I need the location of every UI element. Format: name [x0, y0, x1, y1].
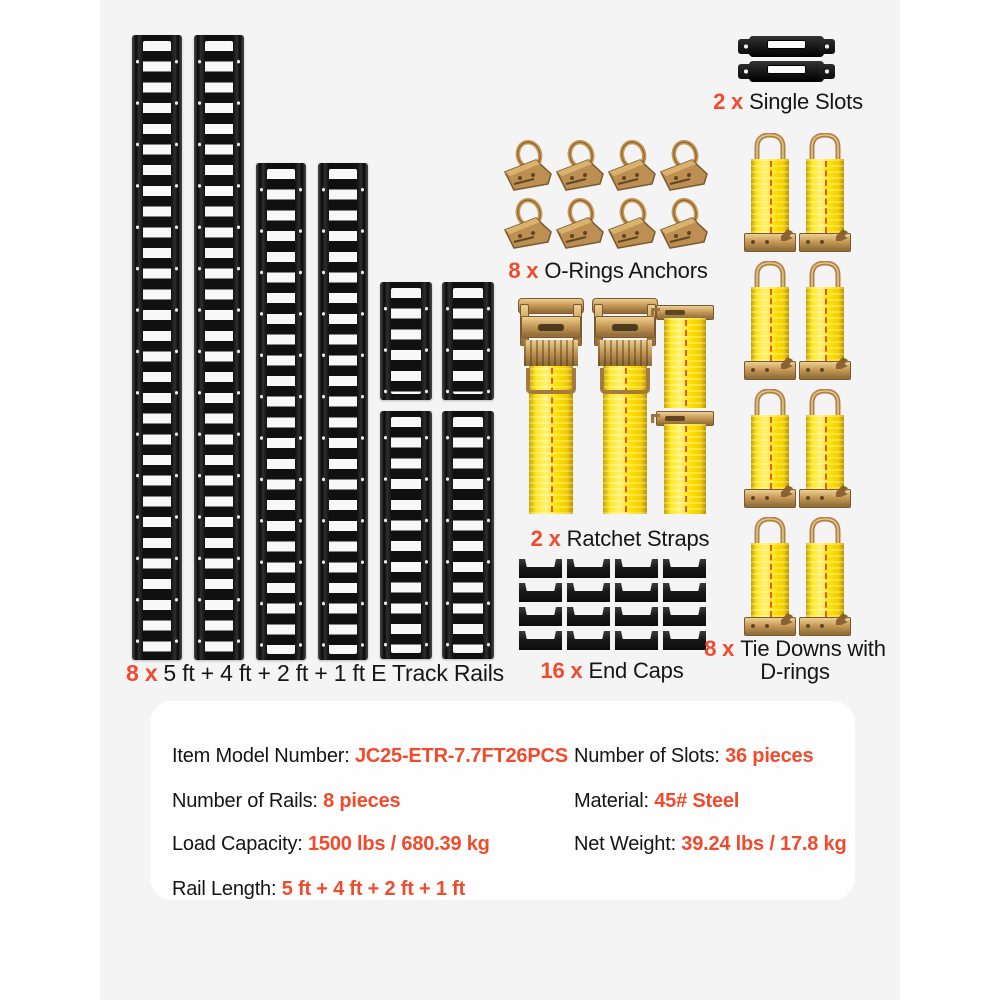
ratchet-release-bail: [526, 368, 576, 394]
single-slots-group: [738, 36, 835, 86]
o-ring-anchor-icon: [502, 138, 554, 194]
tie-down-with-d-ring: [744, 261, 796, 382]
tie-down-with-d-ring: [744, 389, 796, 510]
end-cap: [519, 631, 562, 650]
ratchet-frame: [595, 316, 655, 338]
spec-row: [574, 833, 846, 856]
tie-down-with-d-ring: [799, 389, 851, 510]
tie-down-fitting-plate: [799, 233, 851, 252]
o-ring-anchor-icon: [554, 196, 606, 252]
end-cap: [519, 583, 562, 602]
ratchet-gear-body: [524, 340, 578, 366]
end-cap: [615, 631, 658, 650]
e-track-rail-1ft: [442, 282, 494, 400]
o-rings-label-text: O-Rings Anchors: [544, 258, 708, 283]
o-ring-anchor-icon: [658, 138, 710, 194]
o-ring-anchor: [502, 196, 554, 252]
tie-down-fitting-plate: [744, 489, 796, 508]
spec-value: 8 pieces: [323, 790, 401, 812]
strap-end-hook: [651, 414, 660, 423]
rails-label-text: 5 ft + 4 ft + 2 ft + 1 ft E Track Rails: [163, 660, 504, 686]
end-cap: [519, 607, 562, 626]
tie-downs-label: [700, 637, 890, 683]
e-track-rail-2ft: [442, 411, 494, 659]
tie-down-webbing: [751, 159, 789, 235]
end-caps-label: [512, 658, 712, 684]
tie-down-webbing: [806, 543, 844, 619]
o-ring-anchor-icon: [502, 196, 554, 252]
ratchet-frame: [521, 316, 581, 338]
tie-down-webbing: [806, 159, 844, 235]
spec-label: Net Weight:: [574, 833, 682, 855]
tie-down-fitting-plate: [799, 617, 851, 636]
tie-downs-group: [744, 133, 851, 638]
ratchet-straps-count: 2 x: [530, 526, 561, 551]
tie-downs-count: 8 x: [704, 636, 735, 661]
end-cap: [519, 559, 562, 578]
spec-card: [150, 701, 855, 900]
o-ring-anchor: [658, 196, 710, 252]
tie-downs-label-text: Tie Downs with: [740, 636, 886, 661]
tie-down-fitting-plate: [744, 233, 796, 252]
tie-down-fitting-plate: [744, 361, 796, 380]
tie-down-with-d-ring: [799, 133, 851, 254]
end-caps-count: 16 x: [540, 658, 583, 683]
single-slots-label-text: Single Slots: [749, 89, 863, 114]
o-ring-anchor: [606, 196, 658, 252]
spec-value: 1500 lbs / 680.39 kg: [307, 833, 490, 855]
ratchet-release-bail: [600, 368, 650, 394]
spec-label: Load Capacity:: [172, 833, 308, 855]
tie-down-webbing: [751, 415, 789, 491]
spec-row: [172, 745, 568, 768]
end-cap: [615, 559, 658, 578]
end-cap: [663, 583, 706, 602]
spec-value: 39.24 lbs / 17.8 kg: [681, 833, 847, 855]
tie-down-fitting-plate: [799, 489, 851, 508]
spec-label: Number of Rails:: [172, 790, 324, 812]
spec-row: [574, 790, 739, 813]
end-cap: [615, 583, 658, 602]
o-ring-anchor-icon: [606, 138, 658, 194]
o-ring-anchor-icon: [554, 138, 606, 194]
strap-end-hook: [651, 308, 660, 317]
o-ring-anchor: [658, 138, 710, 194]
spec-row: [172, 790, 400, 813]
spec-value: 5 ft + 4 ft + 2 ft + 1 ft: [281, 878, 466, 900]
tie-downs-label-line2: D-rings: [760, 659, 830, 684]
strap-end-fitting: [656, 305, 714, 409]
o-ring-anchor-icon: [658, 196, 710, 252]
spec-row: [574, 745, 813, 768]
strap-end-fitting: [656, 411, 714, 515]
e-track-rail-5ft: [132, 35, 182, 660]
tie-down-webbing: [751, 287, 789, 363]
tie-down-fitting-plate: [799, 361, 851, 380]
o-rings-count: 8 x: [508, 258, 539, 283]
strap-end-webbing: [664, 318, 706, 408]
end-cap: [567, 559, 610, 578]
end-caps-group: [519, 559, 706, 650]
tie-down-fitting-plate: [744, 617, 796, 636]
o-rings-label: [502, 258, 714, 284]
e-track-rail-2ft: [380, 411, 432, 659]
single-slots-count: 2 x: [713, 89, 744, 114]
spec-label: Material:: [574, 790, 655, 812]
tie-down-with-d-ring: [799, 261, 851, 382]
o-ring-anchors-group: [502, 138, 710, 254]
spec-value: 36 pieces: [725, 745, 814, 767]
o-ring-anchor-icon: [606, 196, 658, 252]
end-caps-label-text: End Caps: [588, 658, 684, 683]
ratchet-straps-label-text: Ratchet Straps: [566, 526, 710, 551]
o-ring-anchor: [502, 138, 554, 194]
end-cap: [615, 607, 658, 626]
tie-down-webbing: [751, 543, 789, 619]
end-cap: [567, 583, 610, 602]
spec-value: 45# Steel: [654, 790, 740, 812]
o-ring-anchor: [554, 196, 606, 252]
ratchet-strap: [518, 298, 584, 514]
spec-value: JC25-ETR-7.7FT26PCS: [354, 745, 568, 767]
single-slots-label: [698, 89, 878, 115]
spec-label: Rail Length:: [172, 878, 282, 900]
single-slot: [738, 36, 835, 57]
ratchet-strap: [592, 298, 658, 514]
spec-row: [172, 833, 490, 856]
rails-count: 8 x: [126, 660, 158, 686]
end-cap: [567, 607, 610, 626]
ratchet-straps-label: [515, 526, 725, 552]
tie-down-with-d-ring: [744, 133, 796, 254]
o-ring-anchor: [606, 138, 658, 194]
end-cap: [567, 631, 610, 650]
e-track-rail-1ft: [380, 282, 432, 400]
strap-end-webbing: [664, 424, 706, 514]
e-track-rail-4ft: [318, 163, 368, 660]
tie-down-with-d-ring: [799, 517, 851, 638]
single-slot-hole: [767, 65, 806, 74]
rails-group-label: [115, 660, 515, 687]
spec-row: [172, 878, 465, 901]
e-track-rail-4ft: [256, 163, 306, 660]
end-cap: [663, 559, 706, 578]
spec-label: Item Model Number:: [172, 745, 355, 767]
tie-down-webbing: [806, 415, 844, 491]
single-slot: [738, 61, 835, 82]
e-track-rail-5ft: [194, 35, 244, 660]
tie-down-webbing: [806, 287, 844, 363]
o-ring-anchor: [554, 138, 606, 194]
single-slot-hole: [767, 40, 806, 49]
end-cap: [663, 607, 706, 626]
tie-down-with-d-ring: [744, 517, 796, 638]
ratchet-gear-body: [598, 340, 652, 366]
spec-label: Number of Slots:: [574, 745, 726, 767]
